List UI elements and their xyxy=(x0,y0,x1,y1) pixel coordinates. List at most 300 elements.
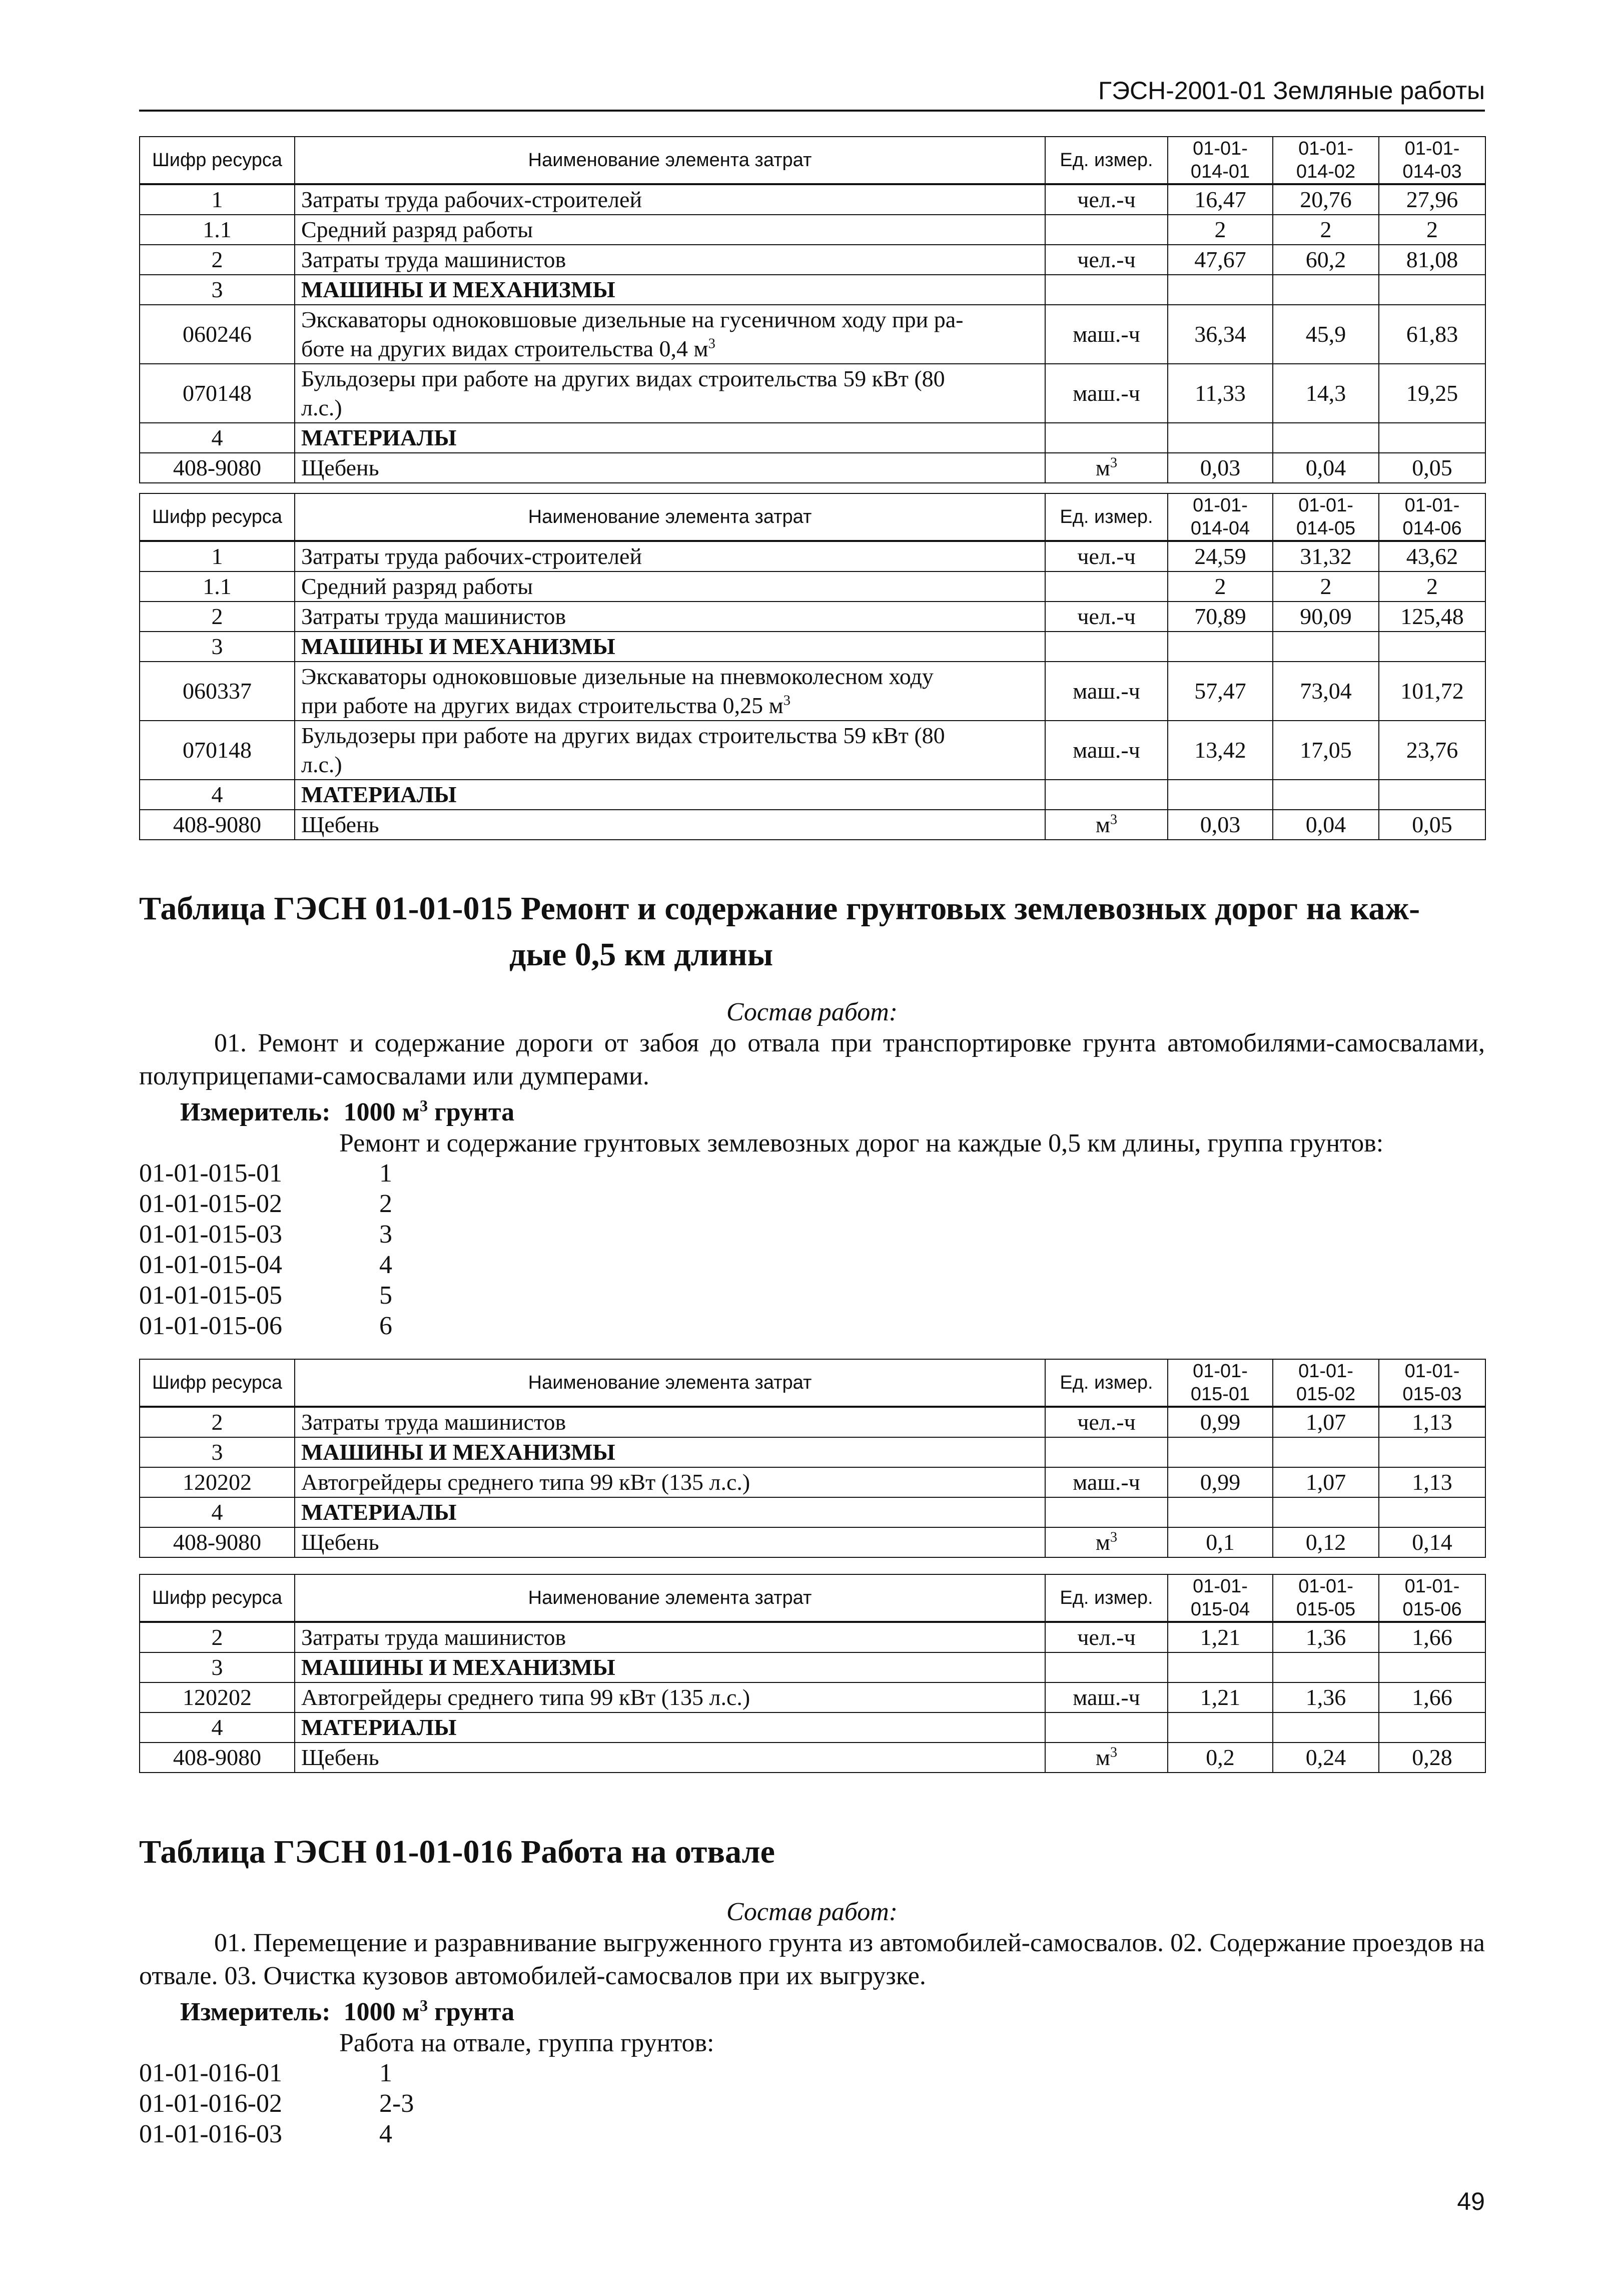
header-code: Шифр ресурса xyxy=(140,493,295,541)
table-015-part-2 xyxy=(139,1574,1486,1773)
header-col-3: 01-01- 014-03 xyxy=(1379,137,1485,184)
table-row xyxy=(140,1622,1485,1652)
cell-unit-text: маш.-ч xyxy=(1073,321,1140,347)
cell-value-2 xyxy=(1273,1712,1379,1743)
table-header-row xyxy=(140,493,1485,541)
cell-value-2: 0,12 xyxy=(1273,1527,1379,1557)
cell-value-3 xyxy=(1379,1497,1485,1527)
section-016-variant-list xyxy=(139,2058,414,2149)
table-row xyxy=(140,1527,1485,1557)
cell-name-line-1: МАШИНЫ И МЕХАНИЗМЫ xyxy=(301,277,615,302)
cell-value-2: 1,07 xyxy=(1273,1407,1379,1437)
cell-value-3: 0,14 xyxy=(1379,1527,1485,1557)
cell-value-3 xyxy=(1379,1437,1485,1467)
cell-name xyxy=(295,1467,1045,1497)
variant-code: 01-01-015-04 xyxy=(139,1251,282,1279)
cell-code: 070148 xyxy=(140,364,295,423)
cell-value-1 xyxy=(1168,1437,1273,1467)
cell-name-line-1: МАТЕРИАЛЫ xyxy=(301,1499,457,1525)
cell-name-line-2: боте на других видах строительства 0,4 м xyxy=(301,336,708,361)
cell-unit xyxy=(1045,780,1168,810)
cell-value-3: 2 xyxy=(1379,571,1485,602)
table-row xyxy=(140,1743,1485,1773)
table-row xyxy=(140,810,1485,840)
cell-value-3: 23,76 xyxy=(1379,721,1485,780)
cell-code: 408-9080 xyxy=(140,453,295,483)
variant-row xyxy=(139,2119,414,2149)
cell-name xyxy=(295,632,1045,662)
cell-code: 060246 xyxy=(140,305,295,364)
table-row xyxy=(140,364,1485,423)
section-015-variant-list xyxy=(139,1158,392,1341)
cell-name xyxy=(295,423,1045,453)
cell-name-line-1: Щебень xyxy=(301,1529,379,1555)
cell-value-3 xyxy=(1379,423,1485,453)
cell-code: 408-9080 xyxy=(140,810,295,840)
variant-code: 01-01-016-02 xyxy=(139,2089,282,2118)
cell-unit xyxy=(1045,1407,1168,1437)
cell-code: 2 xyxy=(140,1407,295,1437)
cell-code: 3 xyxy=(140,275,295,305)
variant-code: 01-01-015-06 xyxy=(139,1312,282,1340)
cell-unit-sup: 3 xyxy=(1110,1529,1118,1545)
cell-name-line-1: МАШИНЫ И МЕХАНИЗМЫ xyxy=(301,1654,615,1680)
header-col-2: 01-01- 015-05 xyxy=(1273,1574,1379,1622)
cell-value-3: 61,83 xyxy=(1379,305,1485,364)
variant-code: 01-01-015-03 xyxy=(139,1220,282,1249)
cell-code: 408-9080 xyxy=(140,1743,295,1773)
cell-unit-text: м xyxy=(1095,455,1110,480)
cell-value-3: 1,66 xyxy=(1379,1622,1485,1652)
cell-value-3: 125,48 xyxy=(1379,602,1485,632)
cell-value-2: 0,04 xyxy=(1273,810,1379,840)
cell-unit xyxy=(1045,1712,1168,1743)
cell-unit xyxy=(1045,1682,1168,1712)
cell-value-2: 73,04 xyxy=(1273,662,1379,721)
cell-name-line-1: Средний разряд работы xyxy=(301,217,533,242)
table-row xyxy=(140,453,1485,483)
cell-name-line-1: МАТЕРИАЛЫ xyxy=(301,1714,457,1740)
header-col-1: 01-01- 014-01 xyxy=(1168,137,1273,184)
cell-value-1: 2 xyxy=(1168,215,1273,245)
cell-name-line-1: Автогрейдеры среднего типа 99 кВт (135 л.с.) xyxy=(301,1469,750,1495)
cell-name-line-1: МАШИНЫ И МЕХАНИЗМЫ xyxy=(301,1439,615,1465)
cell-code: 3 xyxy=(140,1652,295,1682)
cell-code: 1.1 xyxy=(140,215,295,245)
cell-unit xyxy=(1045,571,1168,602)
cell-unit xyxy=(1045,662,1168,721)
table-row xyxy=(140,1682,1485,1712)
cell-value-2 xyxy=(1273,632,1379,662)
cell-name-line-1: Щебень xyxy=(301,812,379,837)
cell-value-1: 0,2 xyxy=(1168,1743,1273,1773)
table-row xyxy=(140,780,1485,810)
cell-value-2: 31,32 xyxy=(1273,541,1379,571)
variant-group: 4 xyxy=(379,2120,392,2148)
cell-unit xyxy=(1045,1467,1168,1497)
table-row xyxy=(140,571,1485,602)
cell-value-1: 1,21 xyxy=(1168,1622,1273,1652)
cell-value-3: 19,25 xyxy=(1379,364,1485,423)
cell-unit xyxy=(1045,1497,1168,1527)
cell-name xyxy=(295,541,1045,571)
cell-unit xyxy=(1045,1437,1168,1467)
cell-code: 070148 xyxy=(140,721,295,780)
cell-value-2: 20,76 xyxy=(1273,184,1379,215)
cell-unit-text: чел.-ч xyxy=(1077,543,1136,569)
cell-name-line-1: МАТЕРИАЛЫ xyxy=(301,782,457,807)
variant-code: 01-01-016-01 xyxy=(139,2059,282,2087)
cell-unit-text: м xyxy=(1095,1529,1110,1555)
cell-name-line-1: МАШИНЫ И МЕХАНИЗМЫ xyxy=(301,634,615,659)
cell-name-line-1: Затраты труда рабочих-строителей xyxy=(301,187,642,212)
cell-unit-text: маш.-ч xyxy=(1073,380,1140,406)
cell-value-1 xyxy=(1168,632,1273,662)
cell-value-1 xyxy=(1168,1497,1273,1527)
table-row xyxy=(140,541,1485,571)
table-row xyxy=(140,662,1485,721)
cell-unit-text: чел.-ч xyxy=(1077,604,1136,629)
cell-value-2: 2 xyxy=(1273,571,1379,602)
variant-code: 01-01-015-05 xyxy=(139,1281,282,1310)
cell-value-1 xyxy=(1168,423,1273,453)
section-015-variant-title: Ремонт и содержание грунтовых землевозных дорог на каждые 0,5 км длины, группа грунтов: xyxy=(339,1129,1384,1158)
cell-name xyxy=(295,1652,1045,1682)
running-header: ГЭСН-2001-01 Земляные работы xyxy=(139,75,1485,112)
variant-row xyxy=(139,1311,392,1341)
variant-group: 3 xyxy=(379,1220,392,1249)
table-row xyxy=(140,1437,1485,1467)
cell-code: 3 xyxy=(140,632,295,662)
cell-name xyxy=(295,1437,1045,1467)
section-015-composition-text: 01. Ремонт и содержание дороги от забоя до отвала при транспортировке грунта автомобилями-самосвалами, полуприцепами-самосвалами или думперами. xyxy=(139,1029,1485,1090)
cell-value-3: 81,08 xyxy=(1379,245,1485,275)
cell-name xyxy=(295,1743,1045,1773)
cell-name xyxy=(295,1407,1045,1437)
variant-row xyxy=(139,1158,392,1189)
table-014-part-1 xyxy=(139,136,1486,483)
header-col-1: 01-01- 014-04 xyxy=(1168,493,1273,541)
cell-name xyxy=(295,1527,1045,1557)
cell-value-2: 45,9 xyxy=(1273,305,1379,364)
table-row xyxy=(140,245,1485,275)
cell-code: 4 xyxy=(140,780,295,810)
cell-code: 408-9080 xyxy=(140,1527,295,1557)
header-name: Наименование элемента затрат xyxy=(295,1574,1045,1622)
cell-value-1: 0,03 xyxy=(1168,810,1273,840)
cell-name xyxy=(295,780,1045,810)
cell-value-3: 1,66 xyxy=(1379,1682,1485,1712)
cell-code: 2 xyxy=(140,602,295,632)
cell-name-line-1: Бульдозеры при работе на других видах строительства 59 кВт (80 xyxy=(301,723,945,748)
cell-value-3: 43,62 xyxy=(1379,541,1485,571)
cell-code: 120202 xyxy=(140,1467,295,1497)
cell-unit xyxy=(1045,245,1168,275)
cell-value-1: 70,89 xyxy=(1168,602,1273,632)
header-col-3: 01-01- 014-06 xyxy=(1379,493,1485,541)
cell-value-1: 47,67 xyxy=(1168,245,1273,275)
variant-row xyxy=(139,1219,392,1250)
cell-code: 2 xyxy=(140,1622,295,1652)
cell-value-2 xyxy=(1273,780,1379,810)
cell-name-line-1: Экскаваторы одноковшовые дизельные на гусеничном ходу при ра- xyxy=(301,307,964,332)
cell-name xyxy=(295,215,1045,245)
cell-unit xyxy=(1045,602,1168,632)
cell-code: 4 xyxy=(140,423,295,453)
cell-name-sup: 3 xyxy=(783,693,791,709)
header-col-3: 01-01- 015-03 xyxy=(1379,1359,1485,1407)
header-unit: Ед. измер. xyxy=(1045,1359,1168,1407)
cell-value-2 xyxy=(1273,1497,1379,1527)
section-015-composition-label: Состав работ: xyxy=(726,998,898,1026)
cell-value-2: 1,36 xyxy=(1273,1682,1379,1712)
cell-unit-text: м xyxy=(1095,812,1110,837)
cell-name-line-1: Затраты труда машинистов xyxy=(301,1409,566,1435)
header-name: Наименование элемента затрат xyxy=(295,137,1045,184)
cell-name xyxy=(295,245,1045,275)
page-number: 49 xyxy=(1457,2187,1485,2215)
cell-name-line-1: Щебень xyxy=(301,1745,379,1770)
cell-name-line-2: при работе на других видах строительства 0,25 м xyxy=(301,693,783,718)
variant-group: 2-3 xyxy=(379,2089,414,2118)
cell-value-1: 2 xyxy=(1168,571,1273,602)
cell-value-3 xyxy=(1379,1712,1485,1743)
table-row xyxy=(140,215,1485,245)
cell-name-line-1: МАТЕРИАЛЫ xyxy=(301,425,457,450)
table-header-row xyxy=(140,137,1485,184)
table-014-part-2 xyxy=(139,493,1486,840)
cell-value-2: 2 xyxy=(1273,215,1379,245)
cell-unit xyxy=(1045,632,1168,662)
section-016-title: Таблица ГЭСН 01-01-016 Работа на отвале xyxy=(139,1834,775,1870)
variant-row xyxy=(139,1250,392,1280)
cell-name-line-1: Автогрейдеры среднего типа 99 кВт (135 л.с.) xyxy=(301,1684,750,1710)
variant-group: 5 xyxy=(379,1281,392,1310)
cell-unit xyxy=(1045,305,1168,364)
table-row xyxy=(140,632,1485,662)
cell-name xyxy=(295,453,1045,483)
cell-name-line-1: Бульдозеры при работе на других видах строительства 59 кВт (80 xyxy=(301,366,945,391)
cell-unit xyxy=(1045,1743,1168,1773)
cell-value-3 xyxy=(1379,632,1485,662)
cell-name xyxy=(295,810,1045,840)
cell-value-3 xyxy=(1379,1652,1485,1682)
table-row xyxy=(140,721,1485,780)
cell-name-line-1: Затраты труда машинистов xyxy=(301,1624,566,1650)
cell-name xyxy=(295,184,1045,215)
cell-name xyxy=(295,1682,1045,1712)
variant-group: 6 xyxy=(379,1312,392,1340)
header-col-2: 01-01- 014-05 xyxy=(1273,493,1379,541)
cell-value-3: 101,72 xyxy=(1379,662,1485,721)
header-name: Наименование элемента затрат xyxy=(295,1359,1045,1407)
header-unit: Ед. измер. xyxy=(1045,137,1168,184)
table-row xyxy=(140,305,1485,364)
variant-code: 01-01-015-02 xyxy=(139,1190,282,1218)
cell-value-3: 0,28 xyxy=(1379,1743,1485,1773)
header-code: Шифр ресурса xyxy=(140,137,295,184)
cell-unit xyxy=(1045,1652,1168,1682)
variant-group: 2 xyxy=(379,1190,392,1218)
header-col-3: 01-01- 015-06 xyxy=(1379,1574,1485,1622)
cell-name xyxy=(295,602,1045,632)
cell-code: 4 xyxy=(140,1712,295,1743)
cell-unit-text: м xyxy=(1095,1745,1110,1770)
cell-unit xyxy=(1045,1622,1168,1652)
cell-unit-sup: 3 xyxy=(1110,455,1118,471)
table-header-row xyxy=(140,1574,1485,1622)
table-row xyxy=(140,1497,1485,1527)
section-016-meter: Измеритель: 1000 $м^3$ грунта xyxy=(180,1996,515,2026)
cell-value-3: 27,96 xyxy=(1379,184,1485,215)
variant-row xyxy=(139,2088,414,2119)
variant-group: 4 xyxy=(379,1251,392,1279)
cell-unit-text: маш.-ч xyxy=(1073,1684,1140,1710)
cell-name-line-2: л.с.) xyxy=(301,752,342,777)
cell-name-line-1: Средний разряд работы xyxy=(301,573,533,599)
cell-value-1: 24,59 xyxy=(1168,541,1273,571)
cell-name-line-1: Затраты труда машинистов xyxy=(301,604,566,629)
cell-name xyxy=(295,1497,1045,1527)
header-col-1: 01-01- 015-01 xyxy=(1168,1359,1273,1407)
variant-code: 01-01-015-01 xyxy=(139,1159,282,1188)
cell-value-2 xyxy=(1273,423,1379,453)
cell-value-1 xyxy=(1168,1652,1273,1682)
cell-value-1 xyxy=(1168,275,1273,305)
cell-name-sup: 3 xyxy=(708,336,715,352)
cell-value-2 xyxy=(1273,275,1379,305)
variant-row xyxy=(139,2058,414,2088)
cell-value-2: 60,2 xyxy=(1273,245,1379,275)
cell-value-1: 16,47 xyxy=(1168,184,1273,215)
cell-unit-text: маш.-ч xyxy=(1073,737,1140,763)
cell-name-line-1: Щебень xyxy=(301,455,379,480)
cell-unit xyxy=(1045,721,1168,780)
cell-unit-text: чел.-ч xyxy=(1077,1409,1136,1435)
cell-name xyxy=(295,662,1045,721)
header-name: Наименование элемента затрат xyxy=(295,493,1045,541)
cell-value-2: 0,04 xyxy=(1273,453,1379,483)
cell-name-line-1: Экскаваторы одноковшовые дизельные на пневмоколесном ходу xyxy=(301,664,934,689)
cell-code: 2 xyxy=(140,245,295,275)
header-code: Шифр ресурса xyxy=(140,1574,295,1622)
cell-code: 060337 xyxy=(140,662,295,721)
table-header-row xyxy=(140,1359,1485,1407)
variant-row xyxy=(139,1280,392,1311)
cell-value-2: 90,09 xyxy=(1273,602,1379,632)
cell-value-1: 0,03 xyxy=(1168,453,1273,483)
section-016-composition-label: Состав работ: xyxy=(726,1898,898,1926)
cell-value-1: 0,1 xyxy=(1168,1527,1273,1557)
table-015-part-1 xyxy=(139,1359,1486,1558)
cell-unit xyxy=(1045,364,1168,423)
cell-name xyxy=(295,305,1045,364)
cell-value-2 xyxy=(1273,1652,1379,1682)
cell-name xyxy=(295,275,1045,305)
cell-value-1: 36,34 xyxy=(1168,305,1273,364)
cell-value-1: 11,33 xyxy=(1168,364,1273,423)
cell-unit-text: маш.-ч xyxy=(1073,1469,1140,1495)
cell-code: 3 xyxy=(140,1437,295,1467)
header-code: Шифр ресурса xyxy=(140,1359,295,1407)
cell-value-3 xyxy=(1379,780,1485,810)
cell-value-3: 2 xyxy=(1379,215,1485,245)
header-col-2: 01-01- 015-02 xyxy=(1273,1359,1379,1407)
cell-unit-sup: 3 xyxy=(1110,1745,1118,1761)
cell-value-3: 0,05 xyxy=(1379,810,1485,840)
cell-unit xyxy=(1045,184,1168,215)
cell-code: 120202 xyxy=(140,1682,295,1712)
table-row xyxy=(140,1407,1485,1437)
section-015-title: Таблица ГЭСН 01-01-015 Ремонт и содержание грунтовых землевозных дорог на каж- дые 0,5 км длины xyxy=(139,890,1420,973)
cell-name xyxy=(295,1712,1045,1743)
header-unit: Ед. измер. xyxy=(1045,493,1168,541)
cell-name-line-1: Затраты труда машинистов xyxy=(301,247,566,272)
table-row xyxy=(140,1467,1485,1497)
cell-value-1 xyxy=(1168,780,1273,810)
cell-value-1: 0,99 xyxy=(1168,1407,1273,1437)
table-row xyxy=(140,1652,1485,1682)
cell-code: 1.1 xyxy=(140,571,295,602)
cell-unit-text: чел.-ч xyxy=(1077,1624,1136,1650)
cell-value-1: 0,99 xyxy=(1168,1467,1273,1497)
cell-name xyxy=(295,1622,1045,1652)
table-row xyxy=(140,275,1485,305)
cell-code: 1 xyxy=(140,541,295,571)
header-col-2: 01-01- 014-02 xyxy=(1273,137,1379,184)
variant-group: 1 xyxy=(379,2059,392,2087)
cell-value-1: 1,21 xyxy=(1168,1682,1273,1712)
cell-value-2: 0,24 xyxy=(1273,1743,1379,1773)
header-unit: Ед. измер. xyxy=(1045,1574,1168,1622)
header-col-1: 01-01- 015-04 xyxy=(1168,1574,1273,1622)
cell-value-2: 17,05 xyxy=(1273,721,1379,780)
cell-name xyxy=(295,721,1045,780)
cell-value-2: 14,3 xyxy=(1273,364,1379,423)
cell-unit-text: маш.-ч xyxy=(1073,678,1140,704)
cell-code: 4 xyxy=(140,1497,295,1527)
cell-unit xyxy=(1045,215,1168,245)
cell-unit xyxy=(1045,541,1168,571)
cell-unit xyxy=(1045,453,1168,483)
cell-unit xyxy=(1045,275,1168,305)
cell-unit xyxy=(1045,810,1168,840)
table-row xyxy=(140,1712,1485,1743)
table-row xyxy=(140,423,1485,453)
cell-code: 1 xyxy=(140,184,295,215)
section-016-variant-title: Работа на отвале, группа грунтов: xyxy=(339,2029,714,2057)
cell-name-line-1: Затраты труда рабочих-строителей xyxy=(301,543,642,569)
variant-group: 1 xyxy=(379,1159,392,1188)
variant-row xyxy=(139,1189,392,1219)
cell-unit-text: чел.-ч xyxy=(1077,187,1136,212)
cell-unit-sup: 3 xyxy=(1110,812,1118,828)
cell-unit xyxy=(1045,423,1168,453)
variant-code: 01-01-016-03 xyxy=(139,2120,282,2148)
table-row xyxy=(140,184,1485,215)
cell-value-3: 1,13 xyxy=(1379,1467,1485,1497)
cell-value-2: 1,07 xyxy=(1273,1467,1379,1497)
cell-value-2: 1,36 xyxy=(1273,1622,1379,1652)
cell-name xyxy=(295,571,1045,602)
cell-value-3: 1,13 xyxy=(1379,1407,1485,1437)
cell-value-3: 0,05 xyxy=(1379,453,1485,483)
table-row xyxy=(140,602,1485,632)
cell-value-1: 13,42 xyxy=(1168,721,1273,780)
cell-value-3 xyxy=(1379,275,1485,305)
section-015-meter: Измеритель: 1000 $м^3$ грунта xyxy=(180,1096,515,1126)
cell-unit-text: чел.-ч xyxy=(1077,247,1136,272)
